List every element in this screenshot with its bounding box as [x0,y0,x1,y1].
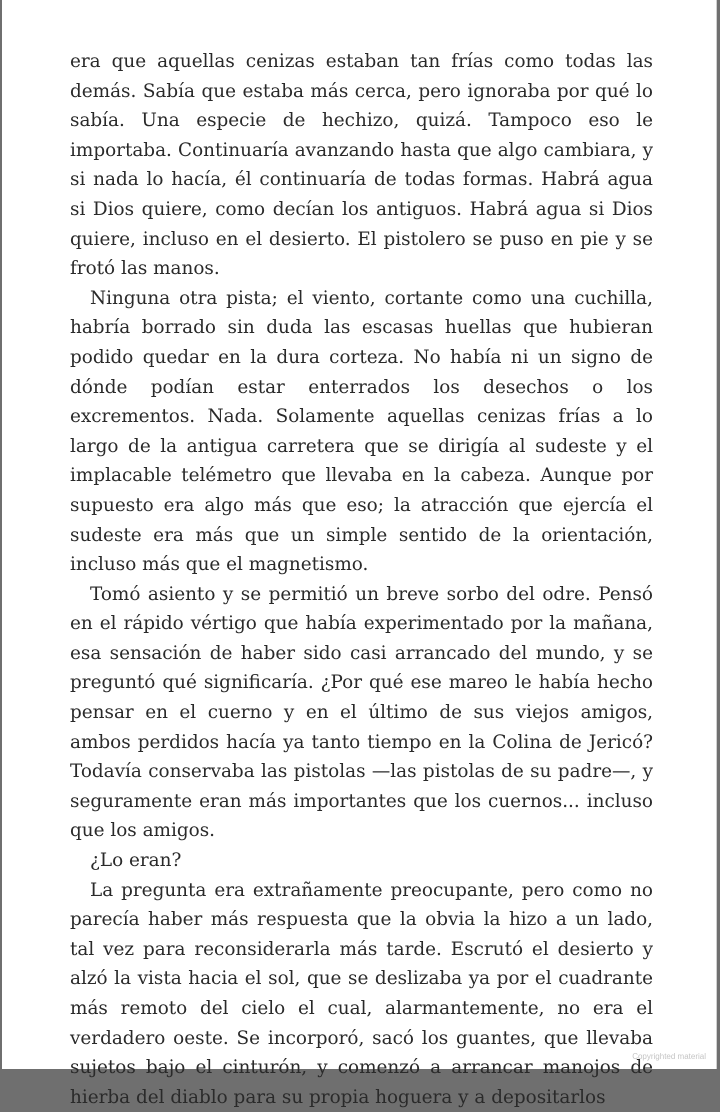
paragraph-continuation: era que aquellas cenizas estaban tan frías como todas las demás. Sabía que estaba más cerca, pero ignoraba por qué lo sabía. Una especie de hechizo, quizá. Tampoco eso le importaba. Continuaría avanzando hasta que algo cambiara, y si nada lo hacía, él continuaría de todas formas. Habrá agua si Dios quiere, como decían los antiguos. Habrá agua si Dios quiere, incluso en el desierto. El pistolero se puso en pie y se frotó las manos. [70,51,653,280]
paragraph: Ninguna otra pista; el viento, cortante como una cuchilla, habría borrado sin duda las escasas huellas que hubieran podido quedar en la dura corteza. No había ni un signo de dónde podían estar enterrados los desechos o los excrementos. Nada. Solamente aquellas cenizas frías a lo largo de la antigua carretera que se dirigía al sudeste y el implacable telémetro que llevaba en la cabeza. Aunque por supuesto era algo más que eso; la atracción que ejercía el sudeste era más que un simple sentido de la orientación, incluso más que el magnetismo. [70,287,653,576]
paragraph: ¿Lo eran? [90,850,182,872]
paragraph: La pregunta era extrañamente preocupante, pero como no parecía haber más respuesta que la obvia la hizo a un lado, tal vez para reconsiderarla más tarde. Escrutó el desierto y alzó la vista hacia el sol, que se deslizaba ya por el cuadrante más remoto del cielo el cual, alarmantemente, no era el verdadero oeste. Se incorporó, sacó los guantes, que llevaba sujetos bajo el cinturón, y comenzó a arrancar manojos de hierba del diablo para su propia hoguera y a depositarlos [70,879,653,1108]
paragraph: Tomó asiento y se permitió un breve sorbo del odre. Pensó en el rápido vértigo que había experimentado por la mañana, esa sensación de haber sido casi arrancado del mundo, y se preguntó qué significaría. ¿Por qué ese mareo le había hecho pensar en el cuerno y en el último de sus viejos amigos, ambos perdidos hacía ya tanto tiempo en la Colina de Jericó? Todavía conservaba las pistolas —las pistolas de su padre—, y seguramente eran más importantes que los cuernos... incluso que los amigos. [70,583,653,842]
page-text [70,47,653,1112]
copyright-watermark: Copyrighted material [632,1052,706,1061]
book-page [2,0,717,1108]
